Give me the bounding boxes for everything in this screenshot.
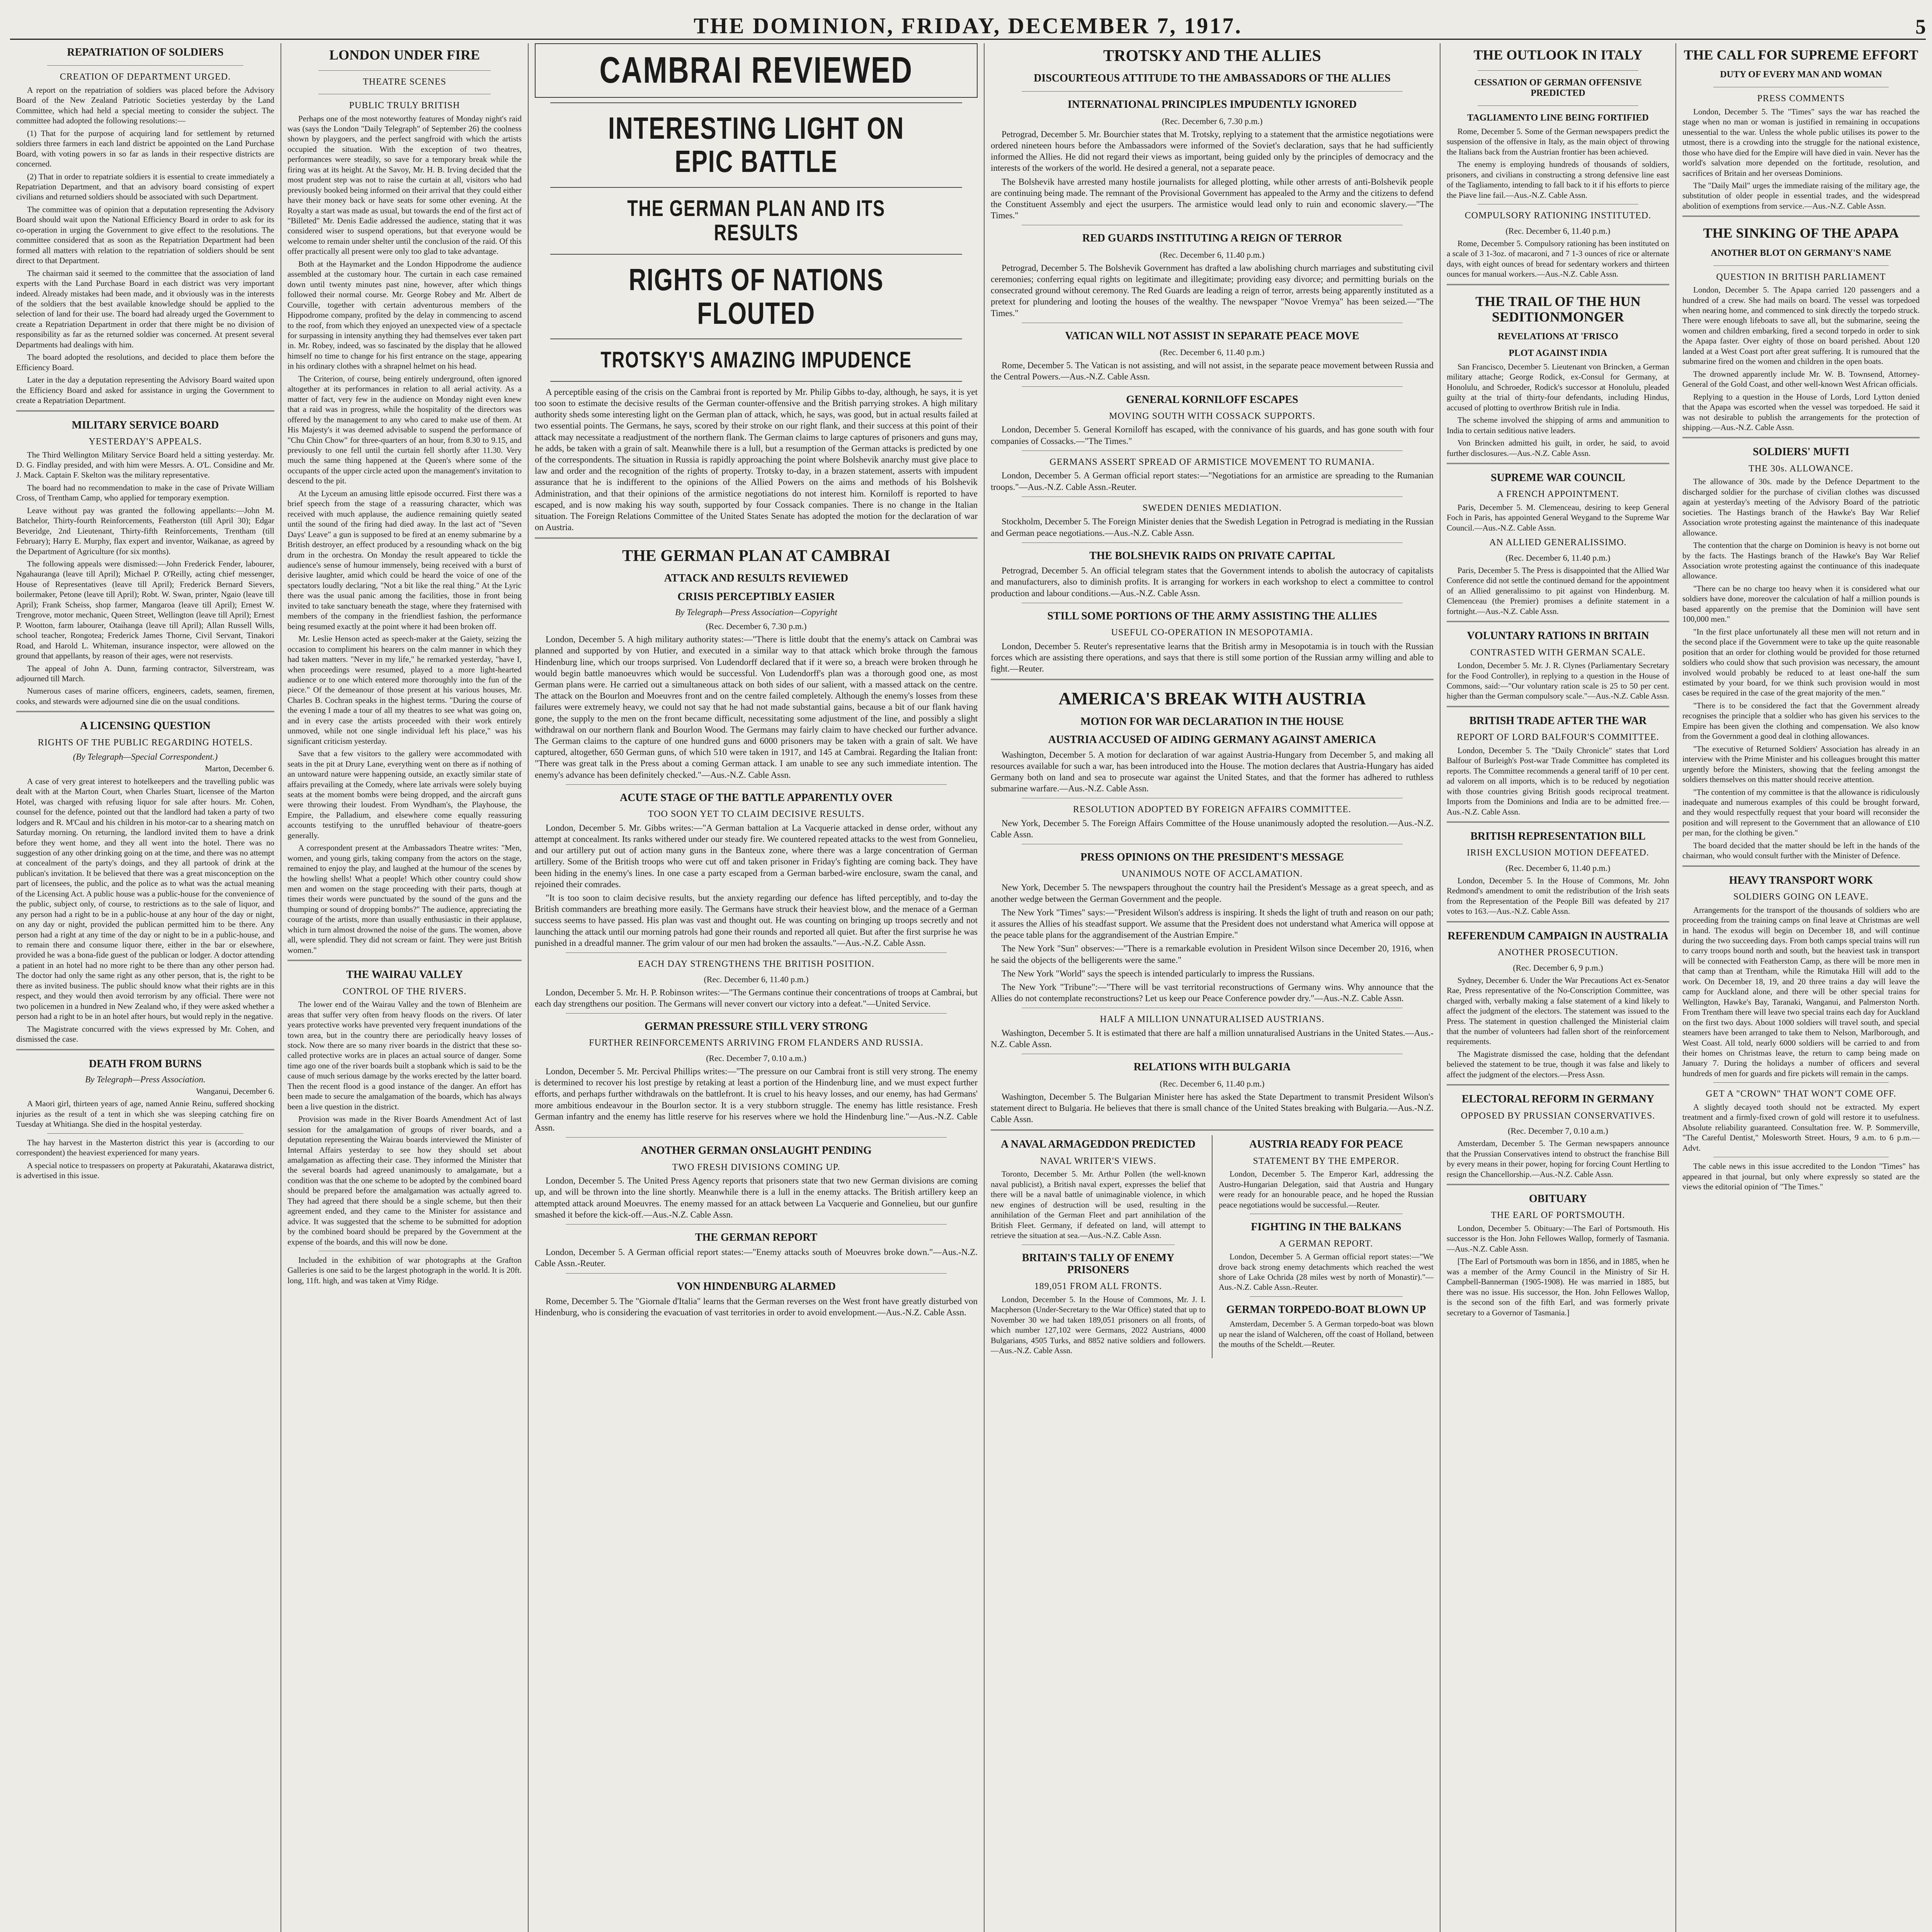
- article-paragraph: Paris, December 5. The Press is disappointed that the Allied War Conference did not settle the continued demand for the appointment of an Allied generalissimo to pit against von Hindenburg. M. Clemenceau (the Premier) promises a definite statement in a fortnight.—Aus.-N.Z. Cable Assn.: [1447, 565, 1669, 616]
- article-paragraph: The Magistrate concurred with the views expressed by Mr. Cohen, and dismissed the case.: [16, 1024, 274, 1044]
- article-paragraph: The New York "World" says the speech is intended particularly to impress the Russians.: [1002, 968, 1315, 978]
- dateline: (Rec. December 6, 11.40 p.m.): [1160, 250, 1265, 260]
- article-subhead: ACUTE STAGE OF THE BATTLE APPARENTLY OVER: [620, 791, 893, 804]
- dateline: (Rec. December 6, 11.40 p.m.): [1505, 226, 1611, 236]
- dateline: (Rec. December 7, 0.10 a.m.): [1508, 1126, 1608, 1136]
- article-paragraph: London, December 5. The "Daily Chronicle" states that Lord Balfour of Burleigh's Post-war Trade Committee has completed its reports. The Committee recommends a general tariff of 10 per cent. ad valorem on all imports, which is to be reduced by negotiation with those countries giving British goods reciprocal treatment. Imports from the Dominions and India are to be admitted free.—Aus.-N.Z. Cable Assn.: [1447, 745, 1669, 816]
- article-paragraph: London, December 5. A German official report states:—"Enemy attacks south of Moeuvres broke down."—Aus.-N.Z. Cable Assn.-Reuter.: [535, 1247, 978, 1269]
- byline: (By Telegraph—Special Correspondent.): [73, 752, 218, 762]
- article-paragraph: London, December 5. The United Press Agency reports that prisoners state that two new German divisions are coming up, and will be thrown into the line shortly. Meanwhile there is a lull in the enemy attacks. The British artillery keep an attempted attack around Moeuvres. The enemy massed for an attack between La Vacquerie and Gonnelieu, but our gunfire smashed it before the kick-off.—Aus.-N.Z. Cable Assn.: [535, 1176, 978, 1219]
- article-paragraph: The New York "Times" says:—"President Wilson's address is inspiring. It sheds the light of truth and reason on our path; it assures the Allies of his steadfast support. We assume that the President does not understand what America will oppose at the peace table plans for the aggrandisement of the Austrian Empire.": [991, 907, 1434, 940]
- article-paragraph: A Maori girl, thirteen years of age, named Annie Reinu, suffered shocking injuries as the result of a tent in which she was sleeping catching fire on Tuesday at Whitianga. She died in the hospital yesterday.: [16, 1099, 274, 1129]
- article-paragraph: The "Daily Mail" urges the immediate raising of the military age, the substitution of older people in essential trades, and the widespread abolition of exemptions from service.—Aus.-N.Z. Cable Assn.: [1682, 180, 1920, 211]
- article-paragraph: The enemy is employing hundreds of thousands of soldiers, prisoners, and civilians in constructing a strong defensive line east of the Tagliamento, intending to fall back to it if his efforts to pierce the Piave line fail.—Aus.-N.Z. Cable Assn.: [1447, 160, 1669, 200]
- article-subhead: CESSATION OF GERMAN OFFENSIVE PREDICTED: [1474, 78, 1642, 99]
- article-subhead: MOVING SOUTH WITH COSSACK SUPPORTS.: [1109, 411, 1315, 421]
- article-subhead: ANOTHER PROSECUTION.: [1497, 947, 1618, 958]
- article-paragraph: London, December 5. The Emperor Karl, addressing the Austro-Hungarian Delegation, said that Austria and Hungary were ready for an honourable peace, and he hoped the Russian peace negotiations would be successful.—Reuter.: [1219, 1169, 1434, 1209]
- article-paragraph: Amsterdam, December 5. The German newspapers announce that the Prussian Conservatives intend to obstruct the franchise Bill by every means in their power, hoping for forcing Count Hertling to resign the Chancellorship.—Aus.-N.Z. Cable Assn.: [1447, 1139, 1669, 1179]
- article-paragraph: Petrograd, December 5. The Bolshevik Government has drafted a law abolishing church marriages and substituting civil ceremonies; conferring equal rights on legitimate and illegitimate; providing easy divorce; and permitting burials on the consecrated ground without ceremony. The Red Guards are leading a reign of terror, arrests being apparently instituted as a pretext for plundering and looting the houses of the wealthy. The newspaper "Novoe Vremya" has been seized.—"The Times.": [991, 263, 1434, 318]
- article-paragraph: (2) That in order to repatriate soldiers it is essential to create immediately a Repatriation Department, and that an advisory board consisting of expert civilians and returned soldiers should be associated with such Department.: [16, 172, 274, 202]
- article-subhead: RESOLUTION ADOPTED BY FOREIGN AFFAIRS COMMITTEE.: [1073, 804, 1352, 815]
- article-subhead: HALF A MILLION UNNATURALISED AUSTRIANS.: [1100, 1014, 1325, 1025]
- article-paragraph: London, December 5. General Korniloff has escaped, with the connivance of his guards, and has gone south with four companies of Cossacks.—"The Times.": [991, 425, 1434, 446]
- dateline: Marton, December 6.: [205, 764, 274, 774]
- article-subhead: QUESTION IN BRITISH PARLIAMENT: [1716, 272, 1886, 282]
- column-2: [281, 43, 528, 1932]
- article-subhead: MOTION FOR WAR DECLARATION IN THE HOUSE: [1080, 715, 1344, 728]
- article-paragraph: Washington, December 5. It is estimated that there are half a million unnaturalised Austrians in the United States.—Aus.-N.Z. Cable Assn.: [991, 1028, 1434, 1049]
- article-paragraph: A report on the repatriation of soldiers was placed before the Advisory Board of the New Zealand Patriotic Societies yesterday by the Land Committee, which had held a special meeting to consider the subject. The committee had adopted the following resolutions:—: [16, 85, 274, 126]
- article-headline: VOLUNTARY RATIONS IN BRITAIN: [1467, 630, 1649, 642]
- advertisement-text: A slightly decayed tooth should not be extracted. My expert treatment and a firmly-fixed crown of gold will restore it to usefulness. Absolute reliability guaranteed. Consultation free. W. P. Sommerville, "The Careful Dentist," Molesworth Street. Hours, 9 a.m. to 6 p.m.—Advt.: [1682, 1102, 1920, 1153]
- article-subhead: REPORT OF LORD BALFOUR'S COMMITTEE.: [1457, 732, 1659, 743]
- column-1: [10, 43, 281, 1932]
- article-headline: AUSTRIA READY FOR PEACE: [1249, 1138, 1403, 1151]
- article-paragraph: "There can be no charge too heavy when it is considered what our soldiers have done, moreover the calculation of half a million pounds is based apparently on the premise that the Dominion will have sent 100,000 men.": [1682, 583, 1920, 624]
- article-paragraph: The contention that the charge on Dominion is heavy is not borne out by the facts. The Hastings branch of the Hawke's Bay War Relief Association wrote protesting against the continuance of this inadequate allowance.: [1682, 541, 1920, 581]
- article-paragraph: London, December 5. Mr. J. R. Clynes (Parliamentary Secretary for the Food Controller), in replying to a question in the House of Commons, said:—"Our voluntary ration scale is 25 to 50 per cent. higher than the German compulsory scale."—Aus.-N.Z. Cable Assn.: [1447, 661, 1669, 701]
- dateline: (Rec. December 6, 9 p.m.): [1513, 963, 1603, 973]
- article-headline: THE GERMAN PLAN AT CAMBRAI: [622, 547, 890, 565]
- article-paragraph: The appeal of John A. Dunn, farming contractor, Silverstream, was adjourned till March.: [16, 663, 274, 684]
- article-paragraph: Arrangements for the transport of the thousands of soldiers who are proceeding from the training camps on final leave at Christmas are well in hand. The exodus will begin on December 18, and will continue during the two succeeding days. From both camps special trains will run to carry troops bound north and south, but the heaviest task in transport will be connected with Featherston Camp, as there will be more men in that camp than at Trentham, while the Rimutaka Hill will add to the work. On December 18, 19, and 20 three trains a day will leave the camp for Auckland alone, and there will be other special trains for Wellington, Hawke's Bay, Taranaki, Wanganui, and Palmerston North. From Trentham there will leave two special trains each day for Auckland on the first two days. About 1000 soldiers will travel south, and special steamers have been arranged to take them to Nelson, Marlborough, and West Coast. All told, nearly 6000 soldiers will be carried to and from their homes on Christmas leave, the return to camp being made on January 7. During the holidays a number of officers and several hundreds of men for guards and fire pickets will remain in the camps.: [1682, 905, 1920, 1078]
- article-headline: RIGHTS OF NATIONS FLOUTED: [629, 262, 884, 330]
- column-6: [1676, 43, 1926, 1932]
- article-subhead: CREATION OF DEPARTMENT URGED.: [60, 72, 231, 82]
- article-subhead: THE BOLSHEVIK RAIDS ON PRIVATE CAPITAL: [1089, 549, 1335, 562]
- article-subhead: USEFUL CO-OPERATION IN MESOPOTAMIA.: [1111, 628, 1313, 638]
- article-subhead: A GERMAN REPORT.: [1279, 1238, 1373, 1249]
- article-subhead: AN ALLIED GENERALISSIMO.: [1489, 537, 1627, 548]
- article-paragraph: Both at the Haymarket and the London Hippodrome the audience assembled at the customary hour. The curtain in each case remained down until twenty minutes past nine, however, after which things followed their normal course. Mr. George Robey and Mr. Albert de Courville, together with certain adventurous members of the Hippodrome company, profited by the delay in commencing to ascend to the roof, from which they enjoyed an unexpected view of a spectacle for surpassing in intensity anything they had themselves ever taken part in. Mr. Robey, indeed, was so fascinated by the display that he allowed himself no time to change for his first entrance on the stage, appearing in his ordinary clothes with a shrapnel helmet on his head.: [287, 259, 522, 371]
- article-paragraph: Later in the day a deputation representing the Advisory Board waited upon the Efficiency Board and asked for assistance in urging the Government to create a Repatriation Department.: [16, 375, 274, 405]
- article-paragraph: The allowance of 30s. made by the Defence Department to the discharged soldier for the purchase of civilian clothes was discussed again at yesterday's meeting of the Advisory Board of the patriotic societies. The Hastings branch of the Hawke's Bay War Relief Association wrote protesting against the maintenance of this inadequate allowance.: [1682, 477, 1920, 537]
- article-subhead: THE 30s. ALLOWANCE.: [1748, 463, 1854, 474]
- article-subhead: VATICAN WILL NOT ASSIST IN SEPARATE PEACE MOVE: [1065, 330, 1359, 342]
- article-subhead: RELATIONS WITH BULGARIA: [1133, 1061, 1291, 1073]
- article-subhead: AUSTRIA ACCUSED OF AIDING GERMANY AGAINST AMERICA: [1048, 734, 1376, 746]
- article-paragraph: The Criterion, of course, being entirely underground, often ignored altogether at its performances in relation to all aerial activity. As a matter of fact, very few in the audience on Monday night even knew that a raid was in progress, while the hospitality of the directors was offered by the management to any who cared to make use of them. At His Majesty's it was deemed advisable to suspend the performance of "Chu Chin Chow" for three-quarters of an hour, from 8.30 to 9.15, and previously to one fell until the curtain fell shortly after 11.30. Very much the same thing happened at the Queen's where some of the occupants of the upper circle acted upon the management's invitation to descend to the pit.: [287, 374, 522, 486]
- article-headline: BRITISH TRADE AFTER THE WAR: [1469, 714, 1647, 727]
- article-subhead: ANOTHER BLOT ON GERMANY'S NAME: [1711, 248, 1891, 258]
- article-subhead: COMPULSORY RATIONING INSTITUTED.: [1464, 211, 1651, 221]
- article-subhead: CRISIS PERCEPTIBLY EASIER: [677, 590, 835, 603]
- dateline: (Rec. December 6, 7.30 p.m.): [706, 621, 807, 631]
- article-paragraph: London, December 5. Mr. H. P. Robinson writes:—"The Germans continue their concentrations of troops at Cambrai, but each day strengthens our position. The Germans will never convert our victory into a defeat."—United Service.: [535, 987, 978, 1009]
- article-subhead: CONTROL OF THE RIVERS.: [342, 986, 467, 997]
- article-paragraph: Rome, December 5. The "Giornale d'Italia" learns that the German reverses on the West front have greatly disturbed von Hindenburg, who is considering the evacuation of vast territories in order to avoid envelopment.—Aus.-N.Z. Cable Assn.: [535, 1296, 978, 1318]
- article-subhead: RIGHTS OF THE PUBLIC REGARDING HOTELS.: [37, 737, 253, 748]
- masthead: [10, 4, 1926, 40]
- article-paragraph: Provision was made in the River Boards Amendment Act of last session for the amalgamation of groups of river boards, and a deputation representing the Wairau boards interviewed the Minister of Internal Affairs yesterday to see how they should set about amalgamation as affecting their case. They informed the Minister that the several boards had agreed unanimously to amalgamate, but a condition was that the one scheme to be adopted by the combined board should be prepared before the amalgamation was actually agreed to. They had agreed that there should be a single scheme, but then their agreement ended, and they came to the Minister for assistance and advice. It was suggested that the scheme to be submitted for adoption by the combined board should be prepared by the Government at the expense of the boards, and this will now be done.: [287, 1114, 522, 1247]
- article-subhead: DUTY OF EVERY MAN AND WOMAN: [1720, 70, 1882, 80]
- article-paragraph: Washington, December 5. A motion for declaration of war against Austria-Hungary from December 5, and making all resources available for such a war, has been introduced into the House. The motion declares that Austria-Hungary has aided Germany both on land and sea to prosecute war against the United States, and that the former has adhered to ruthless submarine warfare.—Aus.-N.Z. Cable Assn.: [991, 750, 1434, 794]
- article-paragraph: A correspondent present at the Ambassadors Theatre writes: "Men, women, and young girls, taking company from the actors on the stage, remained to enjoy the play, and laughed at the humour of the scenes by the howling shells! What a people! Which other country could show men and women on the stage proceeding with their parts, though at times their words were punctuated by the sound of the guns and the thumping or sound of dropping bombs?" The audience, appreciating the courage of the artists, more than usually enthusiastic in their applause, which in turn almost drowned the noise of the guns. The women, above all, were splendid. They did not scream or faint. They were just British women.": [287, 843, 522, 955]
- article-subhead: EACH DAY STRENGTHENS THE BRITISH POSITION.: [638, 959, 874, 969]
- article-subhead: TWO FRESH DIVISIONS COMING UP.: [672, 1162, 840, 1172]
- advertisement-heading: GET A "CROWN" THAT WON'T COME OFF.: [1706, 1089, 1896, 1099]
- article-paragraph: The Third Wellington Military Service Board held a sitting yesterday. Mr. D. G. Findlay presided, and with him were Messrs. A. O'L. Considine and Mr. J. Mack. Captain F. Skelton was the military representative.: [16, 450, 274, 480]
- article-subhead: PUBLIC TRULY BRITISH: [349, 100, 460, 111]
- article-headline: DEATH FROM BURNS: [89, 1058, 202, 1070]
- article-headline: THE SINKING OF THE APAPA: [1703, 225, 1899, 241]
- article-headline: REFERENDUM CAMPAIGN IN AUSTRALIA: [1447, 930, 1668, 942]
- article-subhead: UNANIMOUS NOTE OF ACCLAMATION.: [1121, 869, 1303, 879]
- article-subhead: RED GUARDS INSTITUTING A REIGN OF TERROR: [1082, 232, 1342, 245]
- article-paragraph: The following appeals were dismissed:—John Frederick Fender, labourer, Ngahauranga (leave till April); Michael P. O'Reilly, acting chief messenger, House of Representatives (leave till April); Frederick Bernard Sievers, boilermaker, Petone (leave till April); Robt. W. Swan, printer, Ngaio (leave till April); Frank Scheiss, shop farmer, Mangaroa (leave till April); Ernest W. Trengrove, motor mechanic, Queen Street, Wellington (leave till April); Ernest P. Wootton, farm labourer, Otaihanga (leave till April); Allan Russell Wills, school teacher, Rongotea; Frederick James Thorne, Civil Servant, Tinakori Road, and Harold L. Whiteman, insurance inspector, were allowed on the ground that appellants, by reason of their ages, were not reservists.: [16, 559, 274, 661]
- column-3: [529, 43, 984, 1932]
- article-paragraph: San Francisco, December 5. Lieutenant von Brincken, a German military attache; George Rodick, ex-Consul for Germany, at Honolulu, and Schroeder, Rodick's successor at Honolulu, pleaded guilty at the trial of thirty-four defendants, including Hindus, accused of plotting to overthrow British rule in India.: [1447, 362, 1669, 412]
- article-subhead: GENERAL KORNILOFF ESCAPES: [1126, 393, 1298, 406]
- article-headline: OBITUARY: [1529, 1193, 1587, 1205]
- article-paragraph: At the Lyceum an amusing little episode occurred. First there was a brief speech from the stage of a reassuring character, which was received with much applause, the audience remaining quietly seated until the sound of the firing had died away. In the last act of "Seven Days' Leave" a gun is supposed to be fired at an enemy submarine by a British destroyer, an effect produced by a resounding whack on the big drum in the orchestra. On Monday the result appeared to tickle the audience's sense of humour immensely, being received with a burst of derisive laughter, amid which could be heard the voice of one of the spectators loudly declaring, "Not a bit like the real thing." At the Lyric there was the usual panic among the facilities, those in front being invited to take sanctuary beneath the stage, where they fraternised with members of the company in the friendliest fashion, the performance being resumed exactly at the point where it had been broken off.: [287, 488, 522, 631]
- dateline: (Rec. December 6, 7.30 p.m.): [1162, 116, 1263, 126]
- subcolumn-right: [1219, 1135, 1434, 1358]
- article-subhead: 189,051 FROM ALL FRONTS.: [1034, 1281, 1162, 1292]
- article-headline: FIGHTING IN THE BALKANS: [1251, 1221, 1401, 1233]
- article-subhead: STATEMENT BY THE EMPEROR.: [1253, 1156, 1400, 1166]
- article-paragraph: Leave without pay was granted the following appellants:—John M. Batchelor, Thirty-fourth Reinforcements, Featherston (till April 30); Edgar Beveridge, 2nd Lieutenant, Thirty-fifth Reinforcements, Trentham (till February); Harry E. Murphy, flax expert and inventor, Waikanae, as agreed by the Department of Agriculture (for six months).: [16, 505, 274, 556]
- article-paragraph: The New York "Tribune":—"There will be vast territorial reconstructions of Germany wins. Why announce that the Allies do not contemplate reconstructions? Let us keep our Peace Conference powder dry."—Aus.-N.Z. Cable Assn.: [991, 982, 1434, 1003]
- byline: By Telegraph—Press Association—Copyright: [675, 607, 837, 617]
- article-subhead: PLOT AGAINST INDIA: [1509, 348, 1607, 359]
- article-subhead: DISCOURTEOUS ATTITUDE TO THE AMBASSADORS OF THE ALLIES: [1034, 72, 1391, 85]
- article-paragraph: A perceptible easing of the crisis on the Cambrai front is reported by Mr. Philip Gibbs to-day, although, he says, it is yet too soon to estimate the decisive results of the German counter-offensive and the British parrying strokes. A high military authority sheds some interesting light on the German plan of attack, which, he says, was good, but in actual results failed at two essential points. The Germans, he says, scored by their stroke on our right flank, and their success at this point of their attack may necessitate a readjustment of the northern flank. The German claims to large captures of prisoners and guns may, he adds, be taken with a grain of salt. Meanwhile there is a lull, but a resumption of the German attacks is predicted by one of the correspondents. The situation in Russia is rapidly approaching the point where Bolshevik anarchy must give place to law and order and the recognition of the rights of property. Trotsky to-day, in a brazen statement, asserts with impudent assurance that he is indifferent to the opinions of the Allied Powers on the aims and methods of his Bolshevik Administration, and that their opinions of the armistice negotiations do not interest him. Korniloff is reported to have escaped, and is now making his way south, supported by four Cossack companies. There is no change in the Italian situation. The Foreign Relations Committee of the United States Senate has adopted the motion for the declaration of war on Austria.: [535, 387, 978, 532]
- article-paragraph: Mr. Leslie Henson acted as speech-maker at the Gaiety, seizing the occasion to compliment his hearers on the calm manner in which they had taken matters. "Never in my life," he remarked yesterday, "have I, when proceedings were resumed, played to a more light-hearted audience or to one which entered more thoroughly into the fun of the piece." Of the demeanour of those present at his various houses, Mr. Charles B. Cochran speaks in the highest terms. "During the course of the evening I made a tour of all my theatres to see what was going on, and in every case the artists proceeded with their work entirely unmoved, while not one single individual left his place," was his significant criticism yesterday.: [287, 634, 522, 746]
- article-subhead: OPPOSED BY PRUSSIAN CONSERVATIVES.: [1461, 1111, 1655, 1121]
- dateline: (Rec. December 6, 11.40 p.m.): [1505, 863, 1611, 873]
- byline: By Telegraph—Press Association.: [85, 1074, 206, 1084]
- article-paragraph: Save that a few visitors to the gallery were accommodated with seats in the pit at Drury Lane, everything went on there as if nothing of an untoward nature were happening outside, an exactly similar state of affairs prevailing at the Comedy, where late arrivals were solely buying seats at the moment bombs were being dropped, and the aircraft guns were throwing their loudest. From Wyndham's, the Playhouse, the Empire, the Palladium, and elsewhere come equally reassuring accounts testifying to the unruffled behaviour of theatre-goers generally.: [287, 749, 522, 840]
- article-subhead: IRISH EXCLUSION MOTION DEFEATED.: [1467, 848, 1649, 858]
- subcolumn-rule: [1212, 1135, 1213, 1358]
- article-subhead: GERMANS ASSERT SPREAD OF ARMISTICE MOVEMENT TO RUMANIA.: [1049, 457, 1375, 467]
- article-subhead: YESTERDAY'S APPEALS.: [88, 436, 202, 447]
- article-paragraph: The hay harvest in the Masterton district this year is (according to our correspondent) the heaviest experienced for many years.: [16, 1138, 274, 1158]
- article-headline: GERMAN TORPEDO-BOAT BLOWN UP: [1226, 1303, 1426, 1316]
- article-headline: THE CALL FOR SUPREME EFFORT: [1684, 47, 1918, 63]
- article-headline: SOLDIERS' MUFTI: [1753, 446, 1849, 458]
- article-paragraph: London, December 5. A German official report states:—"We drove back strong enemy detachments which reached the west shore of Lake Ochrida (28 miles west by north of Monastir)."—Aus.-N.Z. Cable Assn.-Reuter.: [1219, 1252, 1434, 1292]
- article-paragraph: New York, December 5. The newspapers throughout the country hail the President's Message as a great speech, and as another wedge between the German Government and the people.: [991, 883, 1434, 904]
- article-paragraph: The chairman said it seemed to the committee that the association of land experts with the Land Purchase Board in each district was very important indeed. Already mistakes had been made, and it obviously was in the interests of the soldiers that the best available knowledge should be applied to the selection of land for their use. The board had already urged the Government to create a Repatriation Department in order that there might be no division of responsibility as far as the returned soldier was concerned. At present several Departments had dealings with him.: [16, 268, 274, 349]
- article-subhead: SOLDIERS GOING ON LEAVE.: [1733, 892, 1869, 902]
- dateline: (Rec. December 6, 11.40 p.m.): [1160, 1078, 1265, 1088]
- article-subhead: THE GERMAN REPORT: [695, 1231, 818, 1243]
- article-paragraph: "The contention of my committee is that the allowance is ridiculously inadequate and numerous examples of this could be brought forward, and they would respectfully request that your board will reconsider the position and will represent to the Government that an allowance of £10 per man, for the clothing be given.": [1682, 787, 1920, 838]
- article-paragraph: London, December 5. In the House of Commons, Mr. John Redmond's amendment to omit the redistribution of the Irish seats from the Representation of the People Bill was defeated by 217 votes to 163.—Aus.-N.Z. Cable Assn.: [1447, 876, 1669, 916]
- article-paragraph: The board adopted the resolutions, and decided to place them before the Efficiency Board.: [16, 352, 274, 372]
- article-paragraph: London, December 5. Mr. Percival Phillips writes:—"The pressure on our Cambrai front is still very strong. The enemy is determined to recover his lost prestige by retaking at least a portion of the Hindenburg line, and we must expect further efforts, and perhaps further withdrawals on the battlefront. It is cruel to his heavy losses, and our enemy, has had Germans' more ambitious endeavour in the Bourlon sector. It is a very stubborn struggle. The enemy has little resistance. Fresh German infantry and the enemy has little reserve for his reserves where we hold the Hindenburg line."—Aus.-N.Z. Cable Assn.: [535, 1066, 978, 1133]
- article-headline: MILITARY SERVICE BOARD: [71, 419, 219, 431]
- article-subhead: PRESS COMMENTS: [1757, 94, 1845, 104]
- article-paragraph: London, December 5. A German official report states:—"Negotiations for an armistice are spreading to the Rumanian troops."—Aus.-N.Z. Cable Assn.-Reuter.: [991, 471, 1434, 492]
- article-paragraph: London, December 5. In the House of Commons, Mr. J. I. Macpherson (Under-Secretary to the War Office) stated that up to November 30 we had taken 189,051 prisoners on all fronts, of which number 127,102 were Germans, 2022 Austrians, 4000 Bulgarians, 4505 Turks, and 8852 native soldiers and followers.—Aus.-N.Z. Cable Assn.: [991, 1294, 1206, 1355]
- article-headline: THE OUTLOOK IN ITALY: [1473, 47, 1643, 63]
- article-paragraph: (1) That for the purpose of acquiring land for settlement by returned soldiers three farmers in each land district be appointed on the Land Purchase Board, with voting powers in so far as lands in their respective districts are concerned.: [16, 128, 274, 169]
- article-headline: THE TRAIL OF THE HUN SEDITIONMONGER: [1475, 293, 1641, 325]
- article-paragraph: Included in the exhibition of war photographs at the Grafton Galleries is one said to be the largest photograph in the world. It is 20ft. long, 11ft. high, and was taken at Vimy Ridge.: [287, 1255, 522, 1285]
- article-paragraph: Perhaps one of the most noteworthy features of Monday night's raid was (says the London "Daily Telegraph" of September 26) the coolness shown by playgoers, and the perfect sangfroid with which the artists occupied the situation. With the exception of two theatres, performances were steadily, so save for a temporary break while the firing was at its height. At the Savoy, Mr. H. B. Irving decided that the most prudent step was not to raise the curtain at all, visitors who had previously booked being informed on their arrival that they could either have their money back or have seats for some other evening. At the Royalty a start was made as usual, but towards the end of the first act of "Billeted" Mr. Denis Eadie addressed the audience, stating that it was considered wiser to suspend operations, but that everyone would be welcome to remain under shelter until the conclusion of the raid. Of this offer practically all present were only too glad to take advantage.: [287, 114, 522, 256]
- dateline: (Rec. December 6, 11.40 p.m.): [1505, 553, 1611, 563]
- article-paragraph: Numerous cases of marine officers, engineers, cadets, seamen, firemen, cooks, and stewards were adjourned sine die on the usual conditions.: [16, 686, 274, 706]
- article-headline: TROTSKY'S AMAZING IMPUDENCE: [600, 347, 912, 372]
- article-subhead: REVELATIONS AT 'FRISCO: [1497, 332, 1619, 342]
- article-paragraph: Sydney, December 6. Under the War Precautions Act ex-Senator Rae, Press representative of the No-Conscription Committee, was charged with, verbally making a false statement of a kind likely to affect the judgment of the electors. The statement was issued to the Press. The statement in question challenged the Ministerial claim that the number of volunteers had fallen short of the reinforcement requirements.: [1447, 975, 1669, 1046]
- masthead-title: THE DOMINION, FRIDAY, DECEMBER 7, 1917.: [694, 13, 1242, 38]
- article-paragraph: Stockholm, December 5. The Foreign Minister denies that the Swedish Legation in Petrograd is mediating in the Russian and German peace negotiations.—Aus.-N.Z. Cable Assn.: [991, 517, 1434, 538]
- article-paragraph: Washington, December 5. The Bulgarian Minister here has asked the State Department to transmit President Wilson's statement direct to Bulgaria. He believes that there is small chance of the United States breaking with Bulgaria.—Aus.-N.Z. Cable Assn.: [991, 1092, 1434, 1124]
- article-headline: REPATRIATION OF SOLDIERS: [67, 46, 224, 58]
- article-headline: AMERICA'S BREAK WITH AUSTRIA: [1058, 689, 1366, 709]
- article-paragraph: The New York "Sun" observes:—"There is a remarkable evolution in President Wilson since December 20, 1916, when he said the objects of the belligerents were the same.": [991, 944, 1434, 965]
- article-paragraph: London, December 5. A high military authority states:—"There is little doubt that the enemy's attack on Cambrai was planned and supported by von Hutier, and executed in a similar way to that attack which broke through the famous Hindenburg line, which our troops surprised. Von Ludendorff declared that if it were so, a breach were broken through he would begin battle manoeuvres which would be successful. Von Ludendorff's plan was a thorough good one, as most German plans were. He carried out a simultaneous attack on both sides of our salient, with a massed attack on the centre. The attack on the Bourlon and Moeuvres front and on the centre failed completely. Although the enemy's losses from these failures were extremely heavy, we could not say that he had not made substantial gains, because a bit of our flank having gone, the supply to the men on the front became difficult, necessitating some adjustment of the line, and possibly a slight withdrawal on our northern flank and Bourlon Wood. The Germans may fairly claim to have checked our further advance. The German claims to the capture of one hundred guns and 6000 prisoners may be taken with a grain of salt. We have captured, altogether, 650 German guns, of which 510 were taken in 1917, and 145 at Cambrai. Regarding the Italian front: "There was great talk in the Press about a coming German attack. I am unable to see any such immediate intention. The enemy's advance has been definitely checked."—Aus.-N.Z. Cable Assn.: [535, 634, 978, 780]
- article-paragraph: Petrograd, December 5. Mr. Bourchier states that M. Trotsky, replying to a statement that the armistice negotiations were ordered nineteen hours before the Ambassadors were informed of the Soviet's declaration, says that he had sufficiently informed the Allies. He did not regard their views as important, being guided only by the principles of democracy and the interests of the workers of the world. He desired a general, not a separate peace.: [991, 129, 1434, 173]
- article-headline: HEAVY TRANSPORT WORK: [1729, 874, 1873, 886]
- article-paragraph: The scheme involved the shipping of arms and ammunition to India to certain seditious native leaders.: [1447, 415, 1669, 435]
- article-paragraph: A special notice to trespassers on property at Pakuratahi, Akatarawa district, is advertised in this issue.: [16, 1160, 274, 1180]
- article-paragraph: London, December 5. Mr. Gibbs writes:—"A German battalion at La Vacquerie attacked in dense order, without any attempt at concealment. Its ranks withered under our steady fire. We countered repeated attacks to the west from Gonnelieu, and our artillery put out of action many guns in the Banteux zone, where there was a large concentration of German artillery. Some of the British troops who were cut off and taken prisoner in Friday's fighting are coming back. They have been hiding in the enemy's lines. In one case a party escaped from a German barbed-wire enclosure, swam the canal, and rejoined their comrades.: [535, 823, 978, 889]
- bottom-two-column-block: [991, 1135, 1434, 1358]
- article-subhead: TAGLIAMENTO LINE BEING FORTIFIED: [1467, 113, 1649, 123]
- columns: [10, 43, 1926, 1932]
- article-subhead: TOO SOON YET TO CLAIM DECISIVE RESULTS.: [648, 809, 865, 820]
- article-paragraph: The committee was of opinion that a deputation representing the Advisory Board should wait upon the National Efficiency Board in order to ask for its co-operation in urging the Government to give effect to the resolutions. The committee considered that as soon as the Repatriation Department had been formed all matters with relation to the repatriation of soldiers should be sent direct to that Department.: [16, 204, 274, 265]
- article-subhead: SWEDEN DENIES MEDIATION.: [1142, 503, 1282, 513]
- article-paragraph: Paris, December 5. M. Clemenceau, desiring to keep General Foch in Paris, has appointed General Weygand to the Supreme War Council.—Aus.-N.Z. Cable Assn.: [1447, 502, 1669, 532]
- article-headline: THE GERMAN PLAN AND ITS RESULTS: [627, 196, 885, 246]
- page-number: 5: [1915, 15, 1926, 38]
- article-paragraph: London, December 5. The Apapa carried 120 passengers and a hundred of a crew. She had mails on board. The vessel was torpedoed when nearing home, and commenced to sink directly the torpedo struck. There were enough lifeboats to save all, but the submarine, seeing the women and children embarking, fired a second torpedo in order to sink the Apapa faster. Over eighty of those on board perished. About 120 landed at a West Coast port after great suffering. It is rumoured that the submarine fired on the women and children in the open boats.: [1682, 285, 1920, 366]
- article-paragraph: "There is to be considered the fact that the Government already recognises the principle that a soldier who has given his services to the Empire has been given the clothing and compensation. We also know from the Government a good deal in clothing allowances.: [1682, 701, 1920, 741]
- article-headline: THE WAIRAU VALLEY: [346, 969, 463, 981]
- article-subhead: ANOTHER GERMAN ONSLAUGHT PENDING: [641, 1145, 872, 1157]
- article-subhead: INTERNATIONAL PRINCIPLES IMPUDENTLY IGNORED: [1067, 99, 1357, 111]
- article-headline: SUPREME WAR COUNCIL: [1491, 471, 1625, 484]
- article-paragraph: Rome, December 5. Compulsory rationing has been instituted on a scale of 3 1-3oz. of macaroni, and 7 1-3 ounces of rice or alternate days, with eight ounces of bread for sedentary workers and thirteen ounces for manual workers.—Aus.-N.Z. Cable Assn.: [1447, 238, 1669, 279]
- article-paragraph: "The executive of Returned Soldiers' Association has already in an interview with the Prime Minister and his colleagues brought this matter urgently before the Ministers, showing that the feeling amongst the soldiers themselves on this matter should receive attention.: [1682, 744, 1920, 784]
- article-paragraph: The board decided that the matter should be left in the hands of the chairman, who would consult further with the Minister of Defence.: [1682, 840, 1920, 861]
- dateline: (Rec. December 6, 11.40 p.m.): [704, 974, 809, 984]
- article-paragraph: "In the first place unfortunately all these men will not return and in the second place if the Government were to take up the quite reasonable position that an order for clothing would be provided for those returned soldiers who could show that such provision was necessary, the amount involved would probably be reduced to at least one-half the sum estimated by your board, for we think such provision would in most cases be required in the case of the great majority of the men.": [1682, 627, 1920, 698]
- main-headline: CAMBRAI REVIEWED: [599, 49, 913, 91]
- column-5: [1440, 43, 1675, 1932]
- article-paragraph: London, December 5. Obituary:—The Earl of Portsmouth. His successor is the Hon. John Fellowes Wallop, formerly of Tasmania.—Aus.-N.Z. Cable Assn.: [1447, 1224, 1669, 1253]
- article-subhead: GERMAN PRESSURE STILL VERY STRONG: [645, 1020, 868, 1032]
- article-headline: INTERESTING LIGHT ON EPIC BATTLE: [608, 111, 905, 179]
- article-paragraph: London, December 5. Reuter's representative learns that the British army in Mesopotamia is in touch with the Russian forces which are assisting there operations, and says that there is still some portion of the Russian army willing and able to fight.—Reuter.: [991, 641, 1434, 674]
- article-headline: BRITISH REPRESENTATION BILL: [1470, 830, 1646, 843]
- article-subhead: CONTRASTED WITH GERMAN SCALE.: [1470, 647, 1646, 658]
- column-4: [985, 43, 1440, 1932]
- dateline: (Rec. December 6, 11.40 p.m.): [1160, 347, 1265, 357]
- dateline: Wanganui, December 6.: [196, 1086, 274, 1096]
- article-headline: A NAVAL ARMAGEDDON PREDICTED: [1001, 1138, 1196, 1151]
- article-paragraph: Amsterdam, December 5. A German torpedo-boat was blown up near the island of Walcheren, off the coast of Holland, between the mouths of the Scheldt.—Reuter.: [1219, 1319, 1434, 1349]
- subcolumn-left: [991, 1135, 1206, 1358]
- editorial-note: The cable news in this issue accredited to the London "Times" has appeared in that journal, but only where expressly so stated are the views the editorial opinion of "The Times.": [1682, 1162, 1920, 1192]
- article-headline: A LICENSING QUESTION: [80, 720, 211, 732]
- article-paragraph: New York, December 5. The Foreign Affairs Committee of the House unanimously adopted the resolution.—Aus.-N.Z. Cable Assn.: [991, 818, 1434, 840]
- article-paragraph: London, December 5. The "Times" says the war has reached the stage when no man or woman is justified in remaining in occupations unessential to the war. Unless the whole public utilises its power to the utmost, there is a crowding into the struggle for the national existence, those who have died for the Empire will have died in vain. Never has the world's salvation more depended on the fortitude, resolution, and sacrifices of Britain and her overseas Dominions.: [1682, 107, 1920, 178]
- article-paragraph: Replying to a question in the House of Lords, Lord Lytton denied that the Apapa was escorted when the vessel was torpedoed. He said it was not desirable to publish the arrangements for the protection of shipping.—Aus.-N.Z. Cable Assn.: [1682, 392, 1920, 432]
- article-paragraph: [The Earl of Portsmouth was born in 1856, and in 1885, when he was a member of the Army Council in the Ministry of Sir H. Campbell-Bannerman (1905-1908). He was married in 1885, but there was no issue. His successor, the Hon. John Fellowes Wallop, is the second son of the fifth Earl, and was formerly private secretary to a Governor of Tasmania.]: [1447, 1257, 1669, 1317]
- article-paragraph: The Magistrate dismissed the case, holding that the defendant believed the statement to be true, though it was false and likely to affect the judgment of the electors.—Press Assn.: [1447, 1049, 1669, 1079]
- article-paragraph: "It is too soon to claim decisive results, but the anxiety regarding our defence has lifted perceptibly, and to-day the British commanders are breathing more easily. The Germans have struck their heaviest blow, and the menace of a German success seems to have passed. His plan was vast and thought out. He was counting on bringing up troops secretly and not launching the attack until our morning patrols had gone their rounds and reported all quiet. But after the first surprise he was punished in a dreadful manner. The grim valour of our men had broken the assaults."—Aus.-N.Z. Cable Assn.: [535, 893, 978, 948]
- article-subhead: FURTHER REINFORCEMENTS ARRIVING FROM FLANDERS AND RUSSIA.: [589, 1038, 923, 1048]
- article-subhead: THEATRE SCENES: [362, 77, 446, 87]
- article-paragraph: A case of very great interest to hotelkeepers and the travelling public was dealt with at the Marton Court, when Charles Stuart, licensee of the Marton Hotel, was charged with refusing liquor for sale after hours. Mr. Cohen, counsel for the defence, pointed out that the landlord had taken a party of two lodgers and R. M'Caul and his children in his motor-car to a shearing match on Saturday morning. On returning, the landlord invited them to have a drink before they went home, and they all went into the hotel. There was no suggestion of any other drinking going on at the time, and there was no attempt at concealment of the party's doings, and they all partook of drink at the publican's invitation. It be believed that there was a great misconception on the part of licensees, the public, and the police as to what was the actual meaning of the Licensing Act. A public house was a public-house for the convenience of the public, subject only, of course, to restrictions as to the sale of liquor, and any person had a right to be in a public-house at any hour of the day or night, on any day or night, provided the publican permitted him to be there. Any person had a right at any time of the day or night to be in a public-house, and to remain there and consume liquor there, either in the bar or elsewhere, provided he was a bona-fide guest of the publican or lodger. A doctor attending a patient in an hotel had no more right to be there than any other person had. The doctor had only the same right as any other person, that is, the right to be there as invited business. The public should know what their rights are in this respect, and they would then avoid terrorism by any official. There were not two policemen in a hundred in New Zealand who, if they were asked whether a person had a right to be in an hotel after hours, but would reply in the negative.: [16, 776, 274, 1021]
- article-paragraph: Von Brincken admitted his guilt, in order, he said, to avoid further disclosures.—Aus.-N.Z. Cable Assn.: [1447, 438, 1669, 458]
- article-headline: ELECTORAL REFORM IN GERMANY: [1461, 1093, 1655, 1105]
- article-paragraph: The board had no recommendation to make in the case of Private William Cross, of Trentham Camp, who applied for temporary exemption.: [16, 483, 274, 503]
- article-subhead: ATTACK AND RESULTS REVIEWED: [664, 572, 849, 585]
- article-headline: BRITAIN'S TALLY OF ENEMY PRISONERS: [1022, 1252, 1175, 1276]
- article-paragraph: The drowned apparently include Mr. W. B. Townsend, Attorney-General of the Gold Coast, and other well-known West African officials.: [1682, 369, 1920, 389]
- article-paragraph: Toronto, December 5. Mr. Arthur Pollen (the well-known naval publicist), a British naval expert, expresses the belief that there will be a naval battle of unimaginable violence, in which new engines of destruction will be used, resulting in the annihilation of the German Fleet and part annihilation of the British Fleet. Germany, if defeated on land, will attempt to retrieve the situation at sea.—Aus.-N.Z. Cable Assn.: [991, 1169, 1206, 1240]
- article-paragraph: Rome, December 5. Some of the German newspapers predict the suspension of the offensive in Italy, as the main object of throwing the Italians back from the Austrian frontier has been achieved.: [1447, 126, 1669, 156]
- article-paragraph: The Bolshevik have arrested many hostile journalists for alleged plotting, while other arrests of anti-Bolshevik people are continuing being made. The remnant of the Provisional Government has appealed to the Army and the citizens to defend the Constituent Assembly and eject the usurpers. The armistice would lead only to ruin and economic slavery.—"The Times.": [991, 177, 1434, 221]
- article-subhead: THE EARL OF PORTSMOUTH.: [1491, 1210, 1625, 1221]
- article-subhead: A FRENCH APPOINTMENT.: [1497, 489, 1619, 500]
- article-paragraph: Rome, December 5. The Vatican is not assisting, and will not assist, in the separate peace movement between Russia and the Central Powers.—Aus.-N.Z. Cable Assn.: [991, 361, 1434, 382]
- article-headline: TROTSKY AND THE ALLIES: [1103, 47, 1321, 65]
- dateline: (Rec. December 7, 0.10 a.m.): [706, 1053, 806, 1063]
- article-subhead: STILL SOME PORTIONS OF THE ARMY ASSISTING THE ALLIES: [1047, 610, 1377, 622]
- article-subhead: VON HINDENBURG ALARMED: [677, 1280, 836, 1293]
- article-subhead: PRESS OPINIONS ON THE PRESIDENT'S MESSAGE: [1080, 851, 1344, 864]
- article-subhead: NAVAL WRITER'S VIEWS.: [1040, 1156, 1156, 1166]
- article-headline: LONDON UNDER FIRE: [329, 47, 480, 63]
- article-paragraph: The lower end of the Wairau Valley and the town of Blenheim are areas that suffer very often from heavy floods on the rivers. Of later years protective works have prevented very frequent inundations of the town area, but in the country there are periodically heavy losses of stock. Now there are so many river boards in the district that these so-called protective works are in places an actual source of danger. Some time ago one of the river boards built a stopbank which is said to be the cause of much serious damage by the works erected by the latter board. Then the recent flood is a good instance of the danger. An effort has been made to secure the amalgamation of the boards, which has always been a live question in the district.: [287, 1000, 522, 1111]
- article-paragraph: Petrograd, December 5. An official telegram states that the Government intends to abolish the autocracy of capitalists and manufacturers, also to diminish profits. It is arranging for workers in each workshop to elect a committee to control production and labour conditions.—Aus.-N.Z. Cable Assn.: [991, 566, 1434, 598]
